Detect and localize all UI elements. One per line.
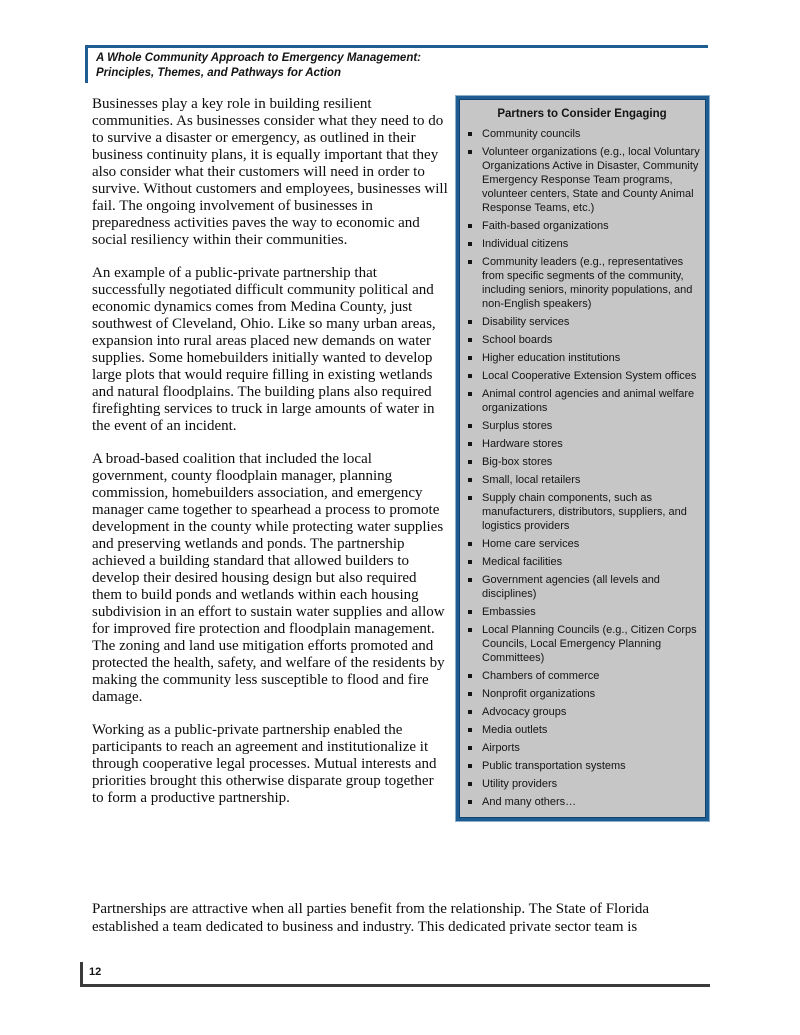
partner-item-label: Embassies xyxy=(482,606,536,618)
partner-list-item xyxy=(464,387,700,415)
partner-list-item xyxy=(464,537,700,551)
square-bullet-icon xyxy=(468,242,472,246)
partners-callout-box xyxy=(456,96,709,821)
partner-list-item xyxy=(464,777,700,791)
partner-list-item xyxy=(464,687,700,701)
partner-item-label: Government agencies (all levels and disciplines) xyxy=(482,574,660,600)
partner-item-label: Surplus stores xyxy=(482,420,553,432)
partner-list-item xyxy=(464,573,700,601)
partner-item-label: Higher education institutions xyxy=(482,352,621,364)
partner-list-item xyxy=(464,419,700,433)
body-paragraph: Working as a public-private partnership enabled the participants to reach an agreement and institutionalize it through cooperative legal processes. Mutual interests and priorities brought this otherwise disparate group together to form a productive partnership. xyxy=(92,722,437,806)
partner-list-item xyxy=(464,351,700,365)
partner-item-label: Advocacy groups xyxy=(482,706,567,718)
partner-item-label: Airports xyxy=(482,742,520,754)
square-bullet-icon xyxy=(468,710,472,714)
square-bullet-icon xyxy=(468,356,472,360)
partner-list-item xyxy=(464,555,700,569)
closing-paragraph: Partnerships are attractive when all parties benefit from the relationship. The State of Florida established a team dedicated to business and industry. This dedicated private sector team is xyxy=(92,901,650,935)
square-bullet-icon xyxy=(468,460,472,464)
partner-item-label: Volunteer organizations (e.g., local Voluntary Organizations Active in Disaster, Community Emergency Response Team programs, volunteer centers, State and County Animal Response Teams, etc.) xyxy=(482,146,700,214)
main-content xyxy=(92,96,709,823)
callout-title: Partners to Consider Engaging xyxy=(497,108,667,120)
partner-item-label: Community councils xyxy=(482,128,581,140)
partner-list-item xyxy=(464,669,700,683)
partner-list-item xyxy=(464,333,700,347)
square-bullet-icon xyxy=(468,692,472,696)
footer-rule xyxy=(80,984,710,987)
partner-list-item xyxy=(464,741,700,755)
header-line-2: Principles, Themes, and Pathways for Action xyxy=(96,67,341,79)
square-bullet-icon xyxy=(468,560,472,564)
page-number: 12 xyxy=(89,966,102,978)
partner-list-item xyxy=(464,455,700,469)
partner-item-label: Media outlets xyxy=(482,724,548,736)
square-bullet-icon xyxy=(468,478,472,482)
partner-list-item xyxy=(464,473,700,487)
square-bullet-icon xyxy=(468,578,472,582)
partner-item-label: Small, local retailers xyxy=(482,474,581,486)
square-bullet-icon xyxy=(468,338,472,342)
square-bullet-icon xyxy=(468,728,472,732)
header-left-bar xyxy=(85,48,88,83)
partner-item-label: School boards xyxy=(482,334,553,346)
square-bullet-icon xyxy=(468,746,472,750)
partner-item-label: Utility providers xyxy=(482,778,558,790)
header-top-rule xyxy=(85,45,708,48)
partner-item-label: Medical facilities xyxy=(482,556,563,568)
square-bullet-icon xyxy=(468,496,472,500)
partner-list-item xyxy=(464,219,700,233)
square-bullet-icon xyxy=(468,800,472,804)
partner-item-label: Individual citizens xyxy=(482,238,569,250)
partner-item-label: Big-box stores xyxy=(482,456,553,468)
partner-item-label: Public transportation systems xyxy=(482,760,626,772)
partner-list-item xyxy=(464,369,700,383)
partner-list-item xyxy=(464,127,700,141)
square-bullet-icon xyxy=(468,150,472,154)
square-bullet-icon xyxy=(468,424,472,428)
partner-item-label: Animal control agencies and animal welfare organizations xyxy=(482,388,695,414)
square-bullet-icon xyxy=(468,782,472,786)
partner-item-label: And many others… xyxy=(482,796,577,808)
partner-item-label: Community leaders (e.g., representatives from specific segments of the community, including seniors, minority populations, and non-English speakers) xyxy=(482,256,693,310)
body-paragraph: An example of a public-private partnership that successfully negotiated difficult community political and economic dynamics comes from Medina County, just southwest of Cleveland, Ohio. Like so many urban areas, expansion into rural areas placed new demands on water supplies. Some homebuilders initially wanted to develop large plots that would require filling in existing wetlands and natural floodplains. The building plans also required firefighting services to truck in large amounts of water in the event of an incident. xyxy=(92,265,436,434)
partner-list-item xyxy=(464,759,700,773)
partner-list-item xyxy=(464,255,700,311)
partner-list-item xyxy=(464,705,700,719)
square-bullet-icon xyxy=(468,628,472,632)
partner-list-item xyxy=(464,795,700,809)
square-bullet-icon xyxy=(468,610,472,614)
partner-item-label: Hardware stores xyxy=(482,438,563,450)
square-bullet-icon xyxy=(468,132,472,136)
partner-item-label: Disability services xyxy=(482,316,570,328)
body-paragraph: Businesses play a key role in building resilient communities. As businesses consider what they need to do to survive a disaster or emergency, as outlined in their business continuity plans, it is equally important that they also consider what their customers will need in order to survive. Without customers and employees, businesses will fail. The ongoing involvement of businesses in preparedness activities paves the way to economic and social resiliency within their communities. xyxy=(92,96,448,248)
partner-item-label: Nonprofit organizations xyxy=(482,688,596,700)
partners-list xyxy=(464,127,700,809)
square-bullet-icon xyxy=(468,260,472,264)
partner-list-item xyxy=(464,723,700,737)
partner-item-label: Home care services xyxy=(482,538,580,550)
page-header xyxy=(96,51,576,81)
partner-list-item xyxy=(464,605,700,619)
square-bullet-icon xyxy=(468,392,472,396)
partner-item-label: Faith-based organizations xyxy=(482,220,609,232)
square-bullet-icon xyxy=(468,542,472,546)
partner-list-item xyxy=(464,437,700,451)
body-column xyxy=(92,96,448,823)
square-bullet-icon xyxy=(468,224,472,228)
partner-item-label: Supply chain components, such as manufacturers, distributors, suppliers, and logistics providers xyxy=(482,492,687,532)
partner-item-label: Local Cooperative Extension System offices xyxy=(482,370,697,382)
partner-list-item xyxy=(464,237,700,251)
square-bullet-icon xyxy=(468,764,472,768)
square-bullet-icon xyxy=(468,320,472,324)
partner-item-label: Local Planning Councils (e.g., Citizen Corps Councils, Local Emergency Planning Committees) xyxy=(482,624,697,664)
square-bullet-icon xyxy=(468,374,472,378)
square-bullet-icon xyxy=(468,442,472,446)
partner-item-label: Chambers of commerce xyxy=(482,670,600,682)
partner-list-item xyxy=(464,491,700,533)
partner-list-item xyxy=(464,145,700,215)
footer-left-bar xyxy=(80,962,83,986)
header-line-1: A Whole Community Approach to Emergency Management: xyxy=(96,52,422,64)
partner-list-item xyxy=(464,315,700,329)
partner-list-item xyxy=(464,623,700,665)
body-paragraph: A broad-based coalition that included the local government, county floodplain manager, planning commission, homebuilders association, and emergency manager came together to spearhead a process to promote development in the county while protecting water supplies and preserving wetlands and ponds. The partnership achieved a building standard that allowed builders to develop their desired housing design but also required them to build ponds and wetlands within each housing subdivision in an effort to sustain water supplies and allow for improved fire protection and floodplain management. The zoning and land use mitigation efforts promoted and protected the health, safety, and welfare of the residents by making the community less susceptible to flood and fire damage. xyxy=(92,451,445,705)
square-bullet-icon xyxy=(468,674,472,678)
